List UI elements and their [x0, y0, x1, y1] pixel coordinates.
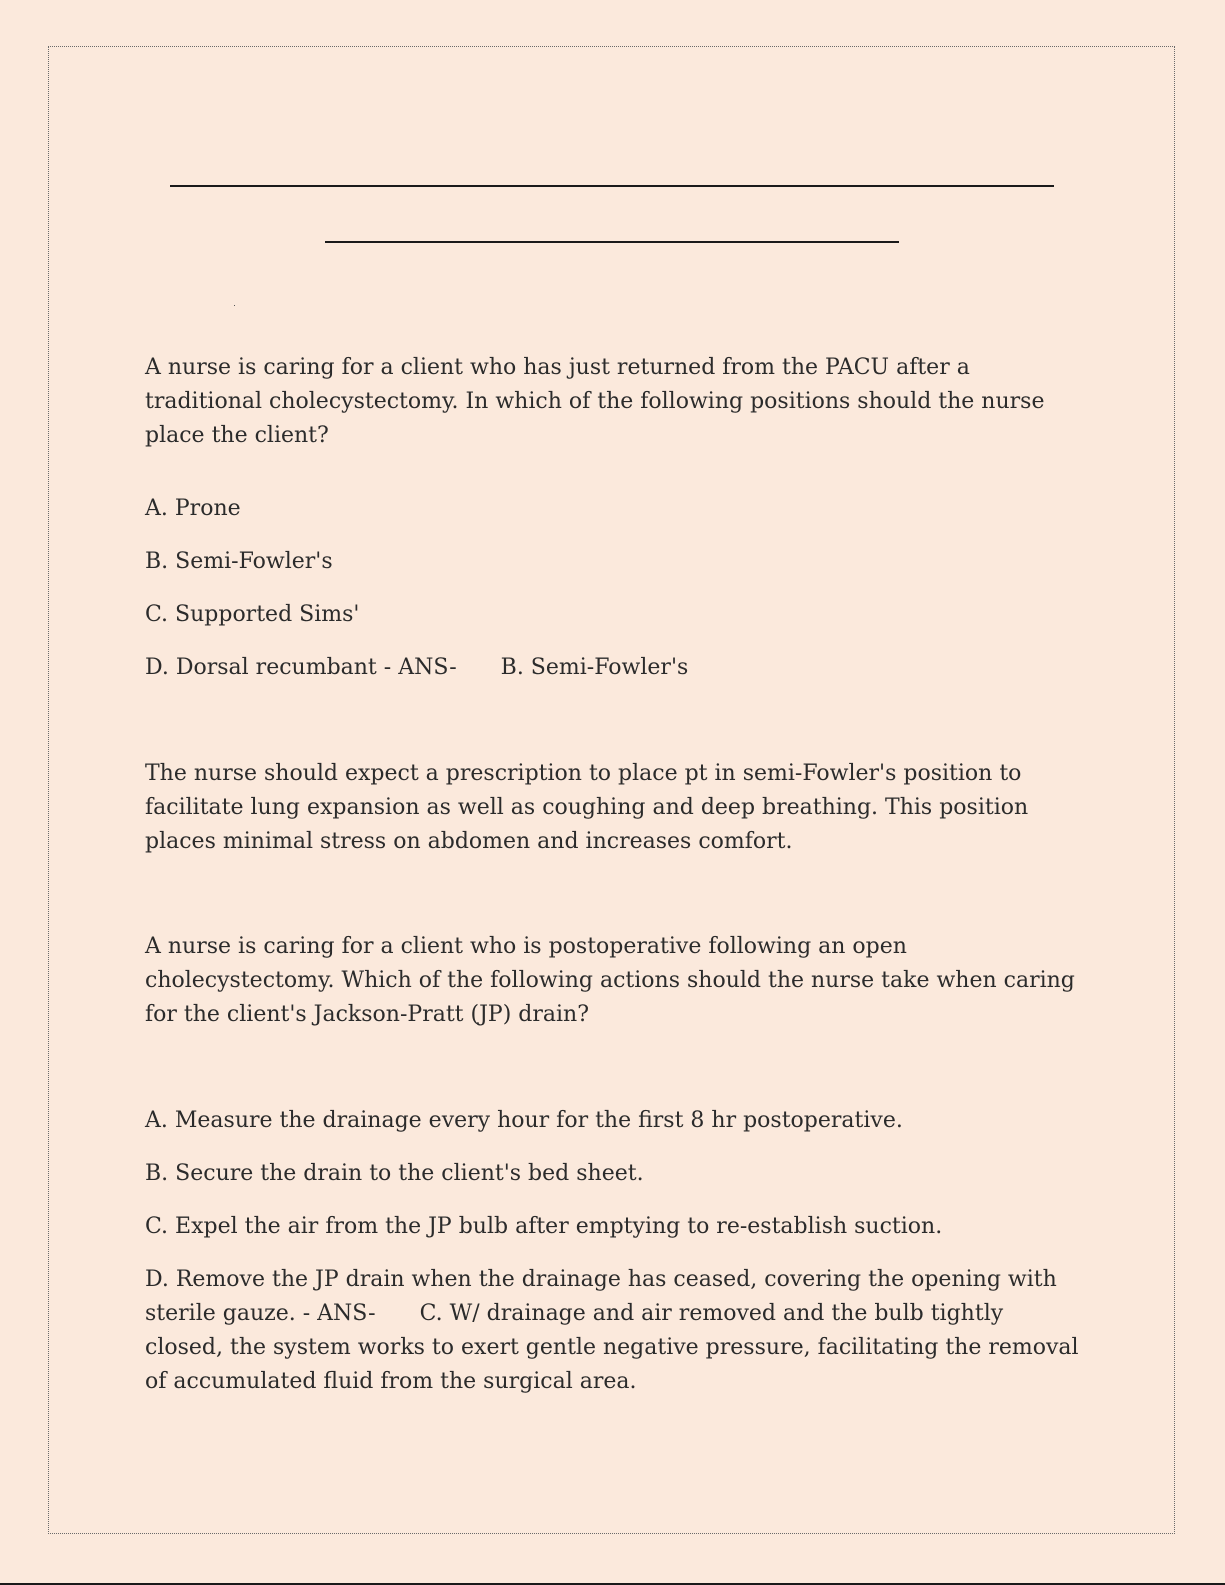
question-1-option-c: C. Supported Sims': [145, 602, 360, 627]
question-2-option-a: A. Measure the drainage every hour for the first 8 hr postoperative.: [145, 1108, 903, 1133]
title-rule-top: [170, 185, 1054, 187]
question-1-answer: B. Semi-Fowler's: [500, 655, 689, 680]
question-2-option-c: C. Expel the air from the JP bulb after emptying to re-establish suction.: [145, 1214, 943, 1239]
question-1-option-d: D. Dorsal recumbant - ANS-: [145, 655, 457, 680]
title-rule-bottom: [325, 241, 899, 243]
question-1-option-a: A. Prone: [145, 496, 241, 521]
question-2-option-d: D. Remove the JP drain when the drainage has ceased, covering the opening with sterile gauze. - ANS-: [145, 1267, 1057, 1326]
question-1-rationale: The nurse should expect a prescription to place pt in semi-Fowler's position to facilitate lung expansion as well as coughing and deep breathing. This position places minimal stress on abdomen and increases comfort.: [145, 761, 1029, 854]
question-2-option-b: B. Secure the drain to the client's bed sheet.: [145, 1161, 644, 1186]
question-2-answer: C. W/ drainage and air removed and the bulb tightly closed, the system works to exert gentle negative pressure, facilitating the removal of accumulated fluid from the surgical area.: [145, 1301, 1079, 1394]
question-2-option-d-block: [145, 1263, 1085, 1399]
question-1-option-d-line: [145, 651, 1085, 685]
question-2-stem: A nurse is caring for a client who is postoperative following an open cholecystectomy. Which of the following actions should the nurse take when caring for the client's Jackson-Pratt (JP) drain?: [145, 934, 1075, 1027]
question-1-stem: A nurse is caring for a client who has just returned from the PACU after a traditional cholecystectomy. In which of the following positions should the nurse place the client?: [145, 355, 1045, 448]
question-1-option-b: B. Semi-Fowler's: [145, 549, 333, 574]
stray-mark: [234, 305, 235, 306]
